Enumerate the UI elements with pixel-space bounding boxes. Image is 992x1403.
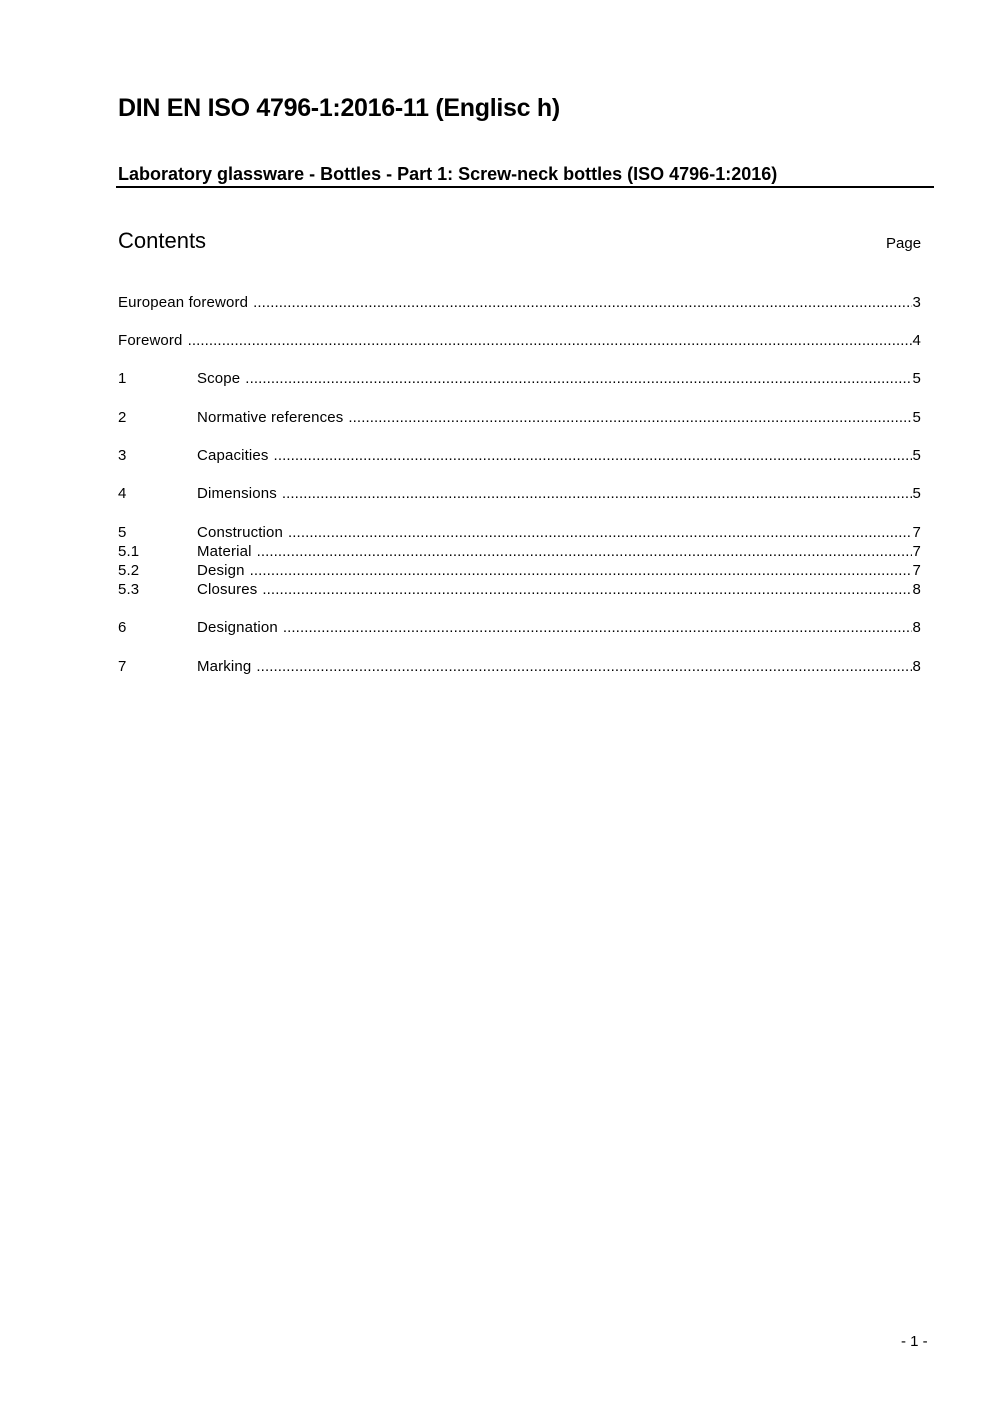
toc-entry-dimensions[interactable] (118, 484, 921, 503)
page-column-heading: Page (886, 235, 922, 252)
toc-dot-leader (256, 657, 911, 676)
toc-entry-number: 6 (118, 619, 127, 636)
toc-entry-marking[interactable] (118, 657, 921, 676)
toc-entry-number: 5.1 (118, 543, 140, 560)
toc-entry-label: Dimensions (197, 485, 277, 502)
toc-dot-leader (288, 523, 911, 542)
toc-entry-page: 3 (912, 294, 921, 311)
toc-entry-page: 8 (912, 658, 921, 675)
toc-entry-closures[interactable] (118, 580, 921, 599)
toc-dot-leader (257, 542, 912, 561)
toc-entry-label: Normative references (197, 409, 344, 426)
toc-dot-leader (262, 580, 911, 599)
toc-entry-construction[interactable] (118, 523, 921, 542)
toc-entry-scope[interactable] (118, 369, 921, 388)
toc-dot-leader (283, 618, 912, 637)
toc-entry-material[interactable] (118, 542, 921, 561)
toc-entry-normative-references[interactable] (118, 408, 921, 427)
toc-entry-label: Scope (197, 370, 241, 387)
toc-entry-number: 2 (118, 409, 127, 426)
subtitle-rule (116, 186, 934, 188)
toc-dot-leader (274, 446, 912, 465)
toc-dot-leader (245, 369, 911, 388)
toc-entry-page: 7 (912, 524, 921, 541)
toc-dot-leader (348, 408, 911, 427)
toc-entry-page: 8 (912, 619, 921, 636)
toc-entry-page: 5 (912, 409, 921, 426)
footer-page-number: - 1 - (901, 1333, 928, 1350)
toc-entry-label: Foreword (118, 332, 183, 349)
toc-entry-page: 7 (912, 562, 921, 579)
toc-entry-label: European foreword (118, 294, 249, 311)
toc-entry-page: 8 (912, 581, 921, 598)
toc-entry-designation[interactable] (118, 618, 921, 637)
toc-dot-leader (282, 484, 912, 503)
toc-entry-number: 5 (118, 524, 127, 541)
toc-entry-foreword[interactable] (118, 331, 921, 350)
toc-entry-number: 1 (118, 370, 127, 387)
toc-entry-european-foreword[interactable] (118, 293, 921, 312)
toc-entry-design[interactable] (118, 561, 921, 580)
toc-entry-page: 4 (912, 332, 921, 349)
toc-entry-label: Design (197, 562, 245, 579)
toc-entry-number: 4 (118, 485, 127, 502)
toc-dot-leader (253, 293, 911, 312)
toc-entry-page: 5 (912, 447, 921, 464)
toc-entry-capacities[interactable] (118, 446, 921, 465)
toc-dot-leader (250, 561, 912, 580)
document-subtitle: Laboratory glassware - Bottles - Part 1: Screw-neck bottles (ISO 4796-1:2016) (118, 164, 778, 184)
toc-entry-label: Construction (197, 524, 284, 541)
toc-entry-label: Marking (197, 658, 252, 675)
toc-entry-label: Capacities (197, 447, 269, 464)
toc-entry-number: 5.3 (118, 581, 140, 598)
toc-entry-number: 7 (118, 658, 127, 675)
toc-entry-label: Designation (197, 619, 278, 636)
toc-entry-page: 5 (912, 485, 921, 502)
toc-entry-number: 5.2 (118, 562, 140, 579)
toc-dot-leader (188, 331, 912, 350)
toc-entry-label: Closures (197, 581, 258, 598)
contents-heading: Contents (118, 228, 207, 253)
toc-entry-number: 3 (118, 447, 127, 464)
toc-entry-label: Material (197, 543, 252, 560)
toc-entry-page: 7 (912, 543, 921, 560)
toc-entry-page: 5 (912, 370, 921, 387)
document-title: DIN EN ISO 4796-1:2016-11 (Englisc h) (118, 94, 560, 122)
